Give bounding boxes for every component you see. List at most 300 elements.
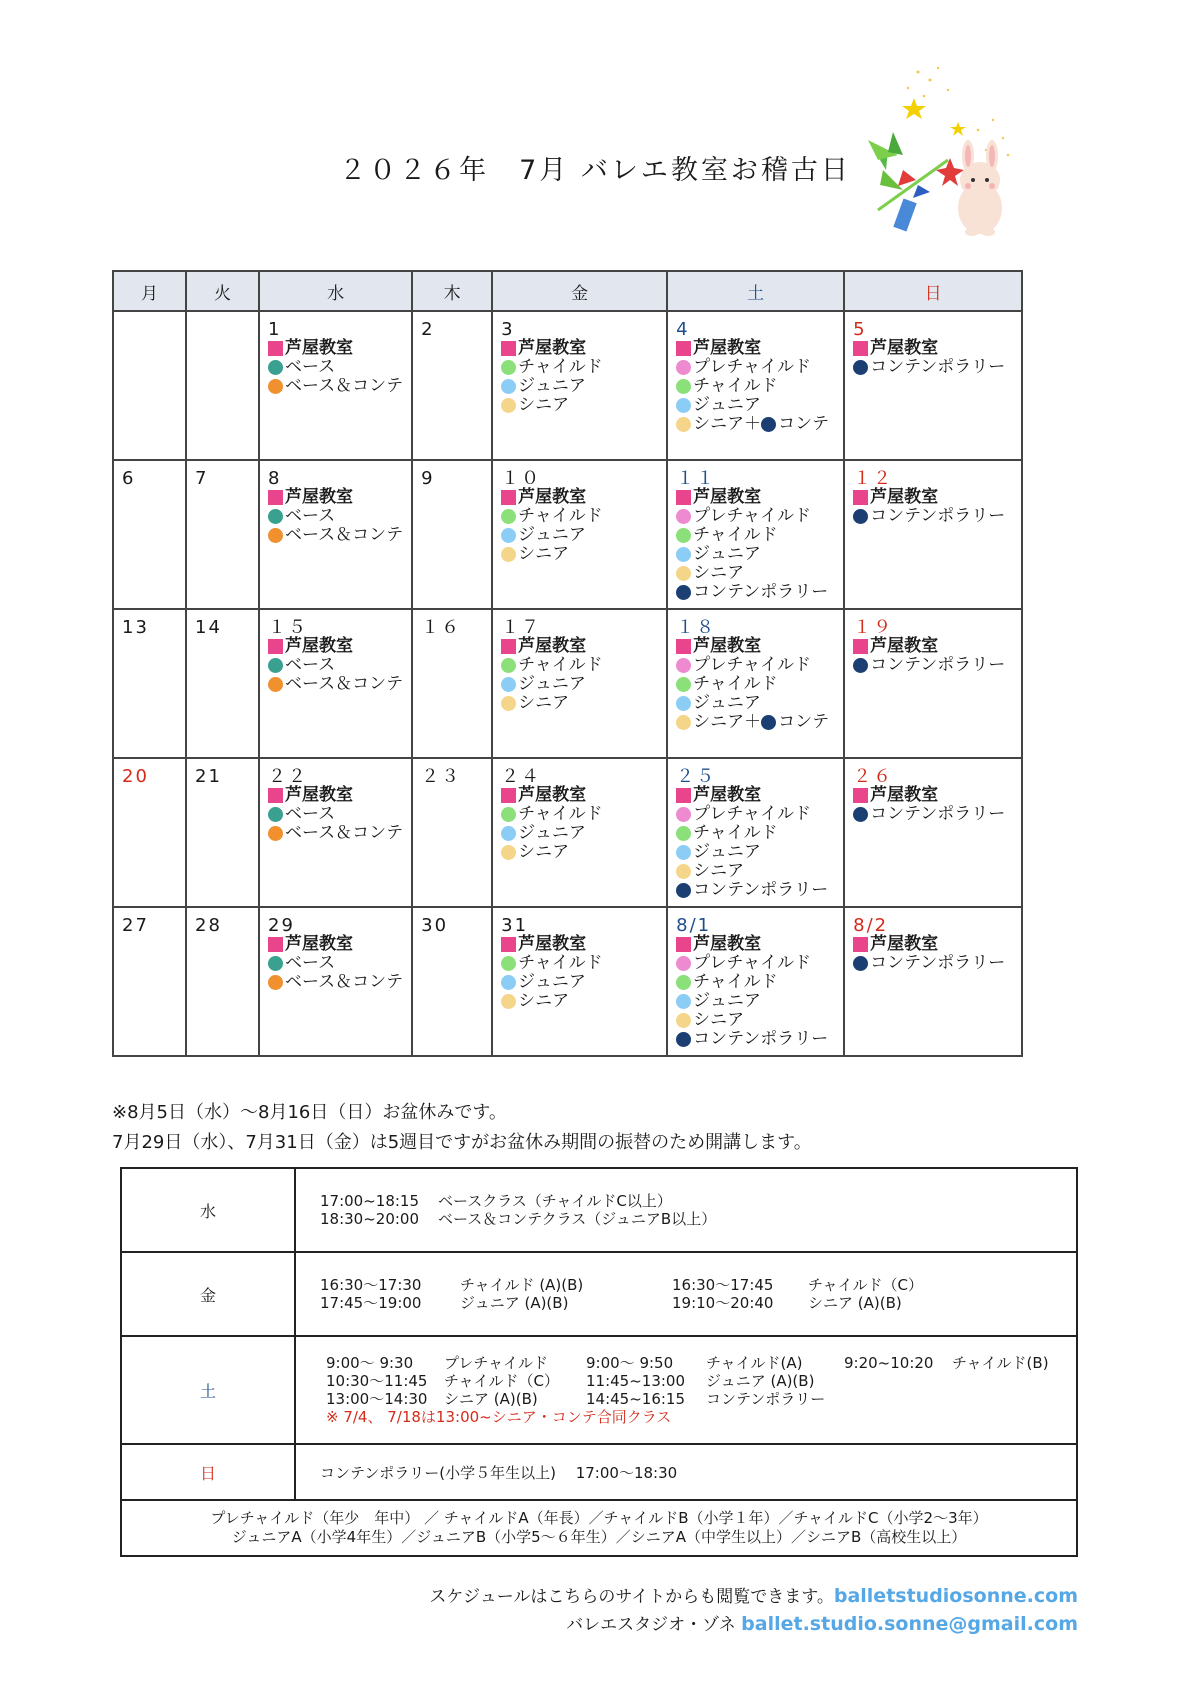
contemporary-dot-icon — [853, 956, 868, 971]
class-entry — [676, 935, 835, 954]
time: 19:10〜20:40 — [672, 1294, 774, 1312]
prechild-dot-icon — [676, 956, 691, 971]
pink-square-icon — [268, 937, 283, 952]
schedule-day-sat: 土 — [121, 1336, 295, 1444]
class-label: チャイルド — [693, 525, 778, 545]
class-label: ジュニア — [518, 525, 586, 545]
day-number: ２４ — [501, 766, 542, 787]
contemporary-dot-icon — [853, 658, 868, 673]
calendar-day-cell — [492, 311, 667, 460]
class-entry — [501, 396, 658, 415]
class-label: シニア — [693, 861, 745, 881]
calendar-day-cell — [844, 311, 1022, 460]
time: 9:00〜 9:50 — [586, 1354, 674, 1372]
class-entry — [676, 694, 835, 713]
class-label: ジュニア — [518, 674, 586, 694]
class-entry — [268, 805, 403, 824]
pink-square-icon — [676, 490, 691, 505]
calendar-day-cell — [259, 609, 412, 758]
calendar-day-cell — [113, 758, 186, 907]
time: 11:45~13:00 — [586, 1372, 686, 1390]
class-label: チャイルド — [518, 506, 603, 526]
class-entry — [501, 973, 658, 992]
prechild-dot-icon — [676, 658, 691, 673]
child-dot-icon — [676, 677, 691, 692]
pink-square-icon — [501, 788, 516, 803]
senior-dot-icon — [676, 715, 691, 730]
day-number: 1 — [268, 319, 282, 340]
class-name: シニア (A)(B) — [444, 1390, 538, 1408]
day-number: １５ — [268, 617, 308, 638]
calendar-day-cell — [667, 460, 844, 609]
junior-dot-icon — [501, 826, 516, 841]
email-link[interactable]: ballet.studio.sonne@gmail.com — [741, 1613, 1078, 1635]
class-entry — [268, 507, 403, 526]
class-entry — [676, 339, 835, 358]
class-entry — [853, 935, 1013, 954]
footer-contact — [566, 1610, 1078, 1635]
contemporary-dot-icon — [761, 417, 776, 432]
class-label: プレチャイルド — [693, 953, 811, 973]
class-entry — [853, 954, 1013, 973]
junior-dot-icon — [501, 379, 516, 394]
class-label: コンテ — [778, 712, 830, 732]
calendar-day-cell — [113, 311, 186, 460]
class-label: 芦屋教室 — [870, 785, 939, 805]
calendar-day-cell — [186, 460, 259, 609]
time: 16:30〜17:45 — [672, 1276, 774, 1294]
class-entry — [676, 583, 835, 602]
class-label: チャイルド — [518, 357, 603, 377]
calendar-day-cell — [667, 311, 844, 460]
calendar-day-cell — [667, 907, 844, 1056]
pink-square-icon — [501, 639, 516, 654]
day-number: １０ — [501, 468, 542, 489]
header-mon: 月 — [113, 271, 186, 311]
base-dot-icon — [268, 807, 283, 822]
class-label: 芦屋教室 — [285, 934, 353, 954]
day-number: ２２ — [268, 766, 308, 787]
junior-dot-icon — [676, 845, 691, 860]
class-entry — [501, 656, 658, 675]
class-entry — [676, 954, 835, 973]
class-name: チャイルド（C） — [444, 1372, 560, 1390]
class-label: チャイルド — [693, 972, 778, 992]
class-entry — [501, 339, 658, 358]
class-label: チャイルド — [518, 804, 603, 824]
class-label: ジュニア — [693, 395, 761, 415]
class-entry — [501, 526, 658, 545]
calendar-header-row — [113, 271, 1022, 311]
child-dot-icon — [501, 360, 516, 375]
class-name: チャイルド(A) — [706, 1354, 803, 1372]
day-number: 3 — [501, 319, 515, 340]
calendar-day-cell — [259, 460, 412, 609]
class-entry — [676, 656, 835, 675]
class-entry — [676, 377, 835, 396]
class-label: ベース＆コンテ — [285, 376, 404, 396]
class-label: チャイルド — [518, 655, 603, 675]
pink-square-icon — [501, 937, 516, 952]
footer-website-text: スケジュールはこちらのサイトからも閲覧できます。 — [429, 1587, 834, 1607]
class-entry — [268, 935, 403, 954]
class-label: 芦屋教室 — [285, 338, 353, 358]
class-name: チャイルド (A)(B) — [460, 1276, 584, 1294]
class-label: 芦屋教室 — [285, 487, 353, 507]
class-label: ジュニア — [693, 991, 761, 1011]
sunday-class: コンテンポラリー(小学５年生以上) 17:00〜18:30 — [295, 1444, 1077, 1500]
class-name: コンテンポラリー — [706, 1390, 826, 1408]
calendar-day-cell — [113, 907, 186, 1056]
calendar-day-cell — [259, 311, 412, 460]
class-label: ベース — [285, 506, 336, 526]
class-label: シニア — [518, 544, 570, 564]
senior-dot-icon — [501, 398, 516, 413]
class-entry — [501, 675, 658, 694]
calendar-day-cell — [667, 609, 844, 758]
class-entry — [501, 992, 658, 1011]
class-name: チャイルド（C） — [808, 1276, 924, 1294]
calendar-day-cell — [259, 907, 412, 1056]
senior-dot-icon — [501, 845, 516, 860]
class-label: チャイルド — [693, 823, 778, 843]
calendar-day-cell — [186, 311, 259, 460]
class-label: プレチャイルド — [693, 357, 811, 377]
day-number: 21 — [195, 766, 222, 787]
day-number: 2 — [421, 319, 435, 340]
class-label: シニア — [693, 563, 745, 583]
class-entry — [501, 954, 658, 973]
class-label: シニア — [518, 693, 570, 713]
class-entry — [853, 637, 1013, 656]
day-number: 13 — [122, 617, 149, 638]
calendar-day-cell — [412, 907, 492, 1056]
class-label: 芦屋教室 — [870, 934, 939, 954]
time: 17:00~18:15 — [320, 1192, 420, 1210]
senior-dot-icon — [676, 566, 691, 581]
class-label: 芦屋教室 — [518, 338, 587, 358]
day-number: １２ — [853, 468, 894, 489]
class-entry — [676, 396, 835, 415]
class-entry — [268, 488, 403, 507]
class-entry — [676, 1030, 835, 1049]
calendar-week-row — [113, 609, 1022, 758]
class-entry — [676, 973, 835, 992]
class-name: ベースクラス（チャイルドC以上） — [438, 1192, 672, 1210]
class-entry — [676, 713, 835, 732]
child-dot-icon — [501, 658, 516, 673]
calendar-day-cell — [259, 758, 412, 907]
class-label: コンテンポラリー — [870, 804, 1006, 824]
child-dot-icon — [676, 975, 691, 990]
day-number: １６ — [421, 617, 462, 638]
class-label: 芦屋教室 — [693, 636, 762, 656]
senior-dot-icon — [501, 994, 516, 1009]
contemporary-dot-icon — [853, 807, 868, 822]
day-number: 8 — [268, 468, 282, 489]
senior-dot-icon — [676, 1013, 691, 1028]
pink-square-icon — [853, 788, 868, 803]
child-dot-icon — [501, 807, 516, 822]
calendar-day-cell — [186, 609, 259, 758]
class-label: ベース — [285, 953, 336, 973]
calendar-day-cell — [492, 609, 667, 758]
class-label: 芦屋教室 — [518, 934, 587, 954]
child-dot-icon — [501, 509, 516, 524]
base-dot-icon — [268, 360, 283, 375]
class-label: ジュニア — [693, 693, 761, 713]
time: 9:00〜 9:30 — [326, 1354, 414, 1372]
class-entry — [676, 843, 835, 862]
time: 18:30~20:00 — [320, 1210, 420, 1228]
class-entry — [501, 545, 658, 564]
class-name: ベース＆コンテクラス（ジュニアB以上） — [438, 1210, 717, 1228]
calendar-week-row — [113, 758, 1022, 907]
class-name: プレチャイルド — [444, 1354, 548, 1372]
class-entry — [268, 637, 403, 656]
schedule-row-sun — [121, 1444, 1077, 1500]
class-label: ベース — [285, 357, 336, 377]
class-label: ベース＆コンテ — [285, 674, 404, 694]
class-entry — [268, 675, 403, 694]
day-number: ２６ — [853, 766, 894, 787]
calendar-day-cell — [844, 609, 1022, 758]
calendar-day-cell — [667, 758, 844, 907]
senior-dot-icon — [501, 696, 516, 711]
day-number: 8/2 — [853, 915, 889, 936]
pink-square-icon — [676, 937, 691, 952]
calendar-day-cell — [113, 460, 186, 609]
class-label: 芦屋教室 — [870, 338, 939, 358]
class-entry — [501, 488, 658, 507]
class-entry — [501, 824, 658, 843]
class-entry — [268, 656, 403, 675]
contemporary-dot-icon — [853, 509, 868, 524]
studio-name: バレエスタジオ・ゾネ — [566, 1615, 742, 1635]
time: 14:45~16:15 — [586, 1390, 686, 1408]
class-entry — [853, 339, 1013, 358]
class-label: ジュニア — [518, 972, 586, 992]
class-entry — [676, 1011, 835, 1030]
class-label: チャイルド — [693, 376, 778, 396]
prechild-dot-icon — [676, 509, 691, 524]
class-entry — [268, 824, 403, 843]
calendar-day-cell — [844, 907, 1022, 1056]
calendar-day-cell — [412, 758, 492, 907]
class-label: ジュニア — [693, 842, 761, 862]
grade-legend-1: プレチャイルド（年少 年中） ／ チャイルドA（年長）／チャイルドB（小学１年）／チャイルドC（小学2〜3年） — [210, 1509, 988, 1527]
pink-square-icon — [268, 639, 283, 654]
calendar-week-row — [113, 311, 1022, 460]
class-entry — [853, 786, 1013, 805]
class-label: ベース＆コンテ — [285, 823, 404, 843]
class-entry — [501, 507, 658, 526]
contemporary-dot-icon — [676, 883, 691, 898]
class-label: コンテンポラリー — [693, 582, 829, 602]
day-number: 8/1 — [676, 915, 712, 936]
header-sat: 土 — [667, 271, 844, 311]
pink-square-icon — [853, 639, 868, 654]
contemporary-dot-icon — [761, 715, 776, 730]
class-entry — [676, 992, 835, 1011]
class-label: 芦屋教室 — [518, 785, 587, 805]
junior-dot-icon — [501, 528, 516, 543]
class-label: チャイルド — [518, 953, 603, 973]
class-label: シニア — [518, 991, 570, 1011]
day-number: 30 — [421, 915, 449, 936]
pink-square-icon — [268, 490, 283, 505]
day-number: ２５ — [676, 766, 717, 787]
pink-square-icon — [268, 341, 283, 356]
calendar-week-row — [113, 460, 1022, 609]
class-label: シニア＋ — [693, 414, 762, 434]
class-label: プレチャイルド — [693, 804, 811, 824]
base-conte-dot-icon — [268, 379, 283, 394]
child-dot-icon — [676, 528, 691, 543]
class-entry — [268, 526, 403, 545]
calendar-day-cell — [113, 609, 186, 758]
class-label: 芦屋教室 — [693, 785, 762, 805]
junior-dot-icon — [676, 547, 691, 562]
base-conte-dot-icon — [268, 826, 283, 841]
time: 9:20~10:20 — [844, 1354, 934, 1372]
senior-dot-icon — [501, 547, 516, 562]
class-name: チャイルド(B) — [952, 1354, 1049, 1372]
class-label: 芦屋教室 — [518, 636, 587, 656]
class-label: シニア — [518, 395, 570, 415]
schedule-row-wed — [121, 1168, 1077, 1252]
tanabata-rabbit-illustration — [858, 60, 1058, 260]
class-name: ジュニア (A)(B) — [706, 1372, 815, 1390]
contemporary-dot-icon — [853, 360, 868, 375]
pink-square-icon — [268, 788, 283, 803]
class-entry — [853, 656, 1013, 675]
notice-makeup: 7月29日（水）、7月31日（金）は5週目ですがお盆休み期間の振替のため開講します。 — [112, 1132, 812, 1153]
class-entry — [676, 637, 835, 656]
header-sun: 日 — [844, 271, 1022, 311]
class-label: ジュニア — [693, 544, 761, 564]
class-entry — [268, 358, 403, 377]
website-link[interactable]: balletstudiosonne.com — [833, 1585, 1078, 1607]
class-entry — [676, 415, 835, 434]
class-label: ジュニア — [518, 823, 586, 843]
class-label: シニア — [693, 1010, 745, 1030]
class-label: シニア＋ — [693, 712, 762, 732]
day-number: １９ — [853, 617, 894, 638]
class-entry — [853, 805, 1013, 824]
pink-square-icon — [501, 341, 516, 356]
pink-square-icon — [676, 639, 691, 654]
class-entry — [676, 545, 835, 564]
day-number: 27 — [122, 915, 149, 936]
calendar-day-cell — [186, 758, 259, 907]
class-entry — [501, 843, 658, 862]
class-label: コンテ — [778, 414, 830, 434]
calendar-day-cell — [844, 460, 1022, 609]
contemporary-dot-icon — [676, 585, 691, 600]
class-label: コンテンポラリー — [870, 953, 1006, 973]
class-entry — [501, 637, 658, 656]
time: 10:30〜11:45 — [326, 1372, 428, 1390]
star-icon — [902, 98, 926, 119]
class-name: ジュニア (A)(B) — [460, 1294, 569, 1312]
day-number: １８ — [676, 617, 717, 638]
header-tue: 火 — [186, 271, 259, 311]
day-number: 9 — [421, 468, 435, 489]
class-label: 芦屋教室 — [285, 636, 353, 656]
class-label: コンテンポラリー — [693, 880, 829, 900]
day-number: 4 — [676, 319, 690, 340]
class-entry — [676, 358, 835, 377]
calendar-day-cell — [186, 907, 259, 1056]
class-entry — [853, 507, 1013, 526]
schedule-row-sat — [121, 1336, 1077, 1444]
class-entry — [268, 377, 403, 396]
saturday-special-note: ※ 7/4、 7/18は13:00~シニア・コンテ合同クラス — [326, 1408, 672, 1426]
class-label: ベース＆コンテ — [285, 972, 404, 992]
class-entry — [676, 488, 835, 507]
class-entry — [501, 786, 658, 805]
class-entry — [676, 881, 835, 900]
pink-square-icon — [676, 788, 691, 803]
class-entry — [853, 358, 1013, 377]
junior-dot-icon — [676, 398, 691, 413]
schedule-legend-row — [121, 1500, 1077, 1556]
calendar-day-cell — [844, 758, 1022, 907]
class-entry — [268, 339, 403, 358]
class-entry — [501, 694, 658, 713]
class-entry — [501, 377, 658, 396]
calendar-day-cell — [412, 460, 492, 609]
class-entry — [853, 488, 1013, 507]
base-conte-dot-icon — [268, 528, 283, 543]
class-label: 芦屋教室 — [285, 785, 353, 805]
notice-obon: ※8月5日（水）〜8月16日（日）お盆休みです。 — [112, 1102, 507, 1123]
base-dot-icon — [268, 658, 283, 673]
class-entry — [501, 358, 658, 377]
class-label: プレチャイルド — [693, 506, 811, 526]
time: 16:30〜17:30 — [320, 1276, 422, 1294]
header-fri: 金 — [492, 271, 667, 311]
junior-dot-icon — [501, 677, 516, 692]
class-label: コンテンポラリー — [870, 506, 1006, 526]
senior-dot-icon — [676, 417, 691, 432]
class-label: コンテンポラリー — [693, 1029, 829, 1049]
schedule-day-sun: 日 — [121, 1444, 295, 1500]
class-label: 芦屋教室 — [870, 487, 939, 507]
child-dot-icon — [676, 379, 691, 394]
junior-dot-icon — [676, 994, 691, 1009]
day-number: 31 — [501, 915, 529, 936]
junior-dot-icon — [676, 696, 691, 711]
class-entry — [676, 824, 835, 843]
calendar-day-cell — [412, 609, 492, 758]
day-number: 6 — [122, 468, 136, 489]
header-wed: 水 — [259, 271, 412, 311]
class-label: ジュニア — [518, 376, 586, 396]
day-number: 14 — [195, 617, 222, 638]
footer-website — [429, 1582, 1078, 1607]
class-label: 芦屋教室 — [518, 487, 587, 507]
base-dot-icon — [268, 956, 283, 971]
class-entry — [676, 507, 835, 526]
class-entry — [501, 805, 658, 824]
day-number: 28 — [195, 915, 222, 936]
class-name: シニア (A)(B) — [808, 1294, 902, 1312]
class-label: ベース — [285, 655, 336, 675]
day-number: １７ — [501, 617, 542, 638]
class-label: プレチャイルド — [693, 655, 811, 675]
